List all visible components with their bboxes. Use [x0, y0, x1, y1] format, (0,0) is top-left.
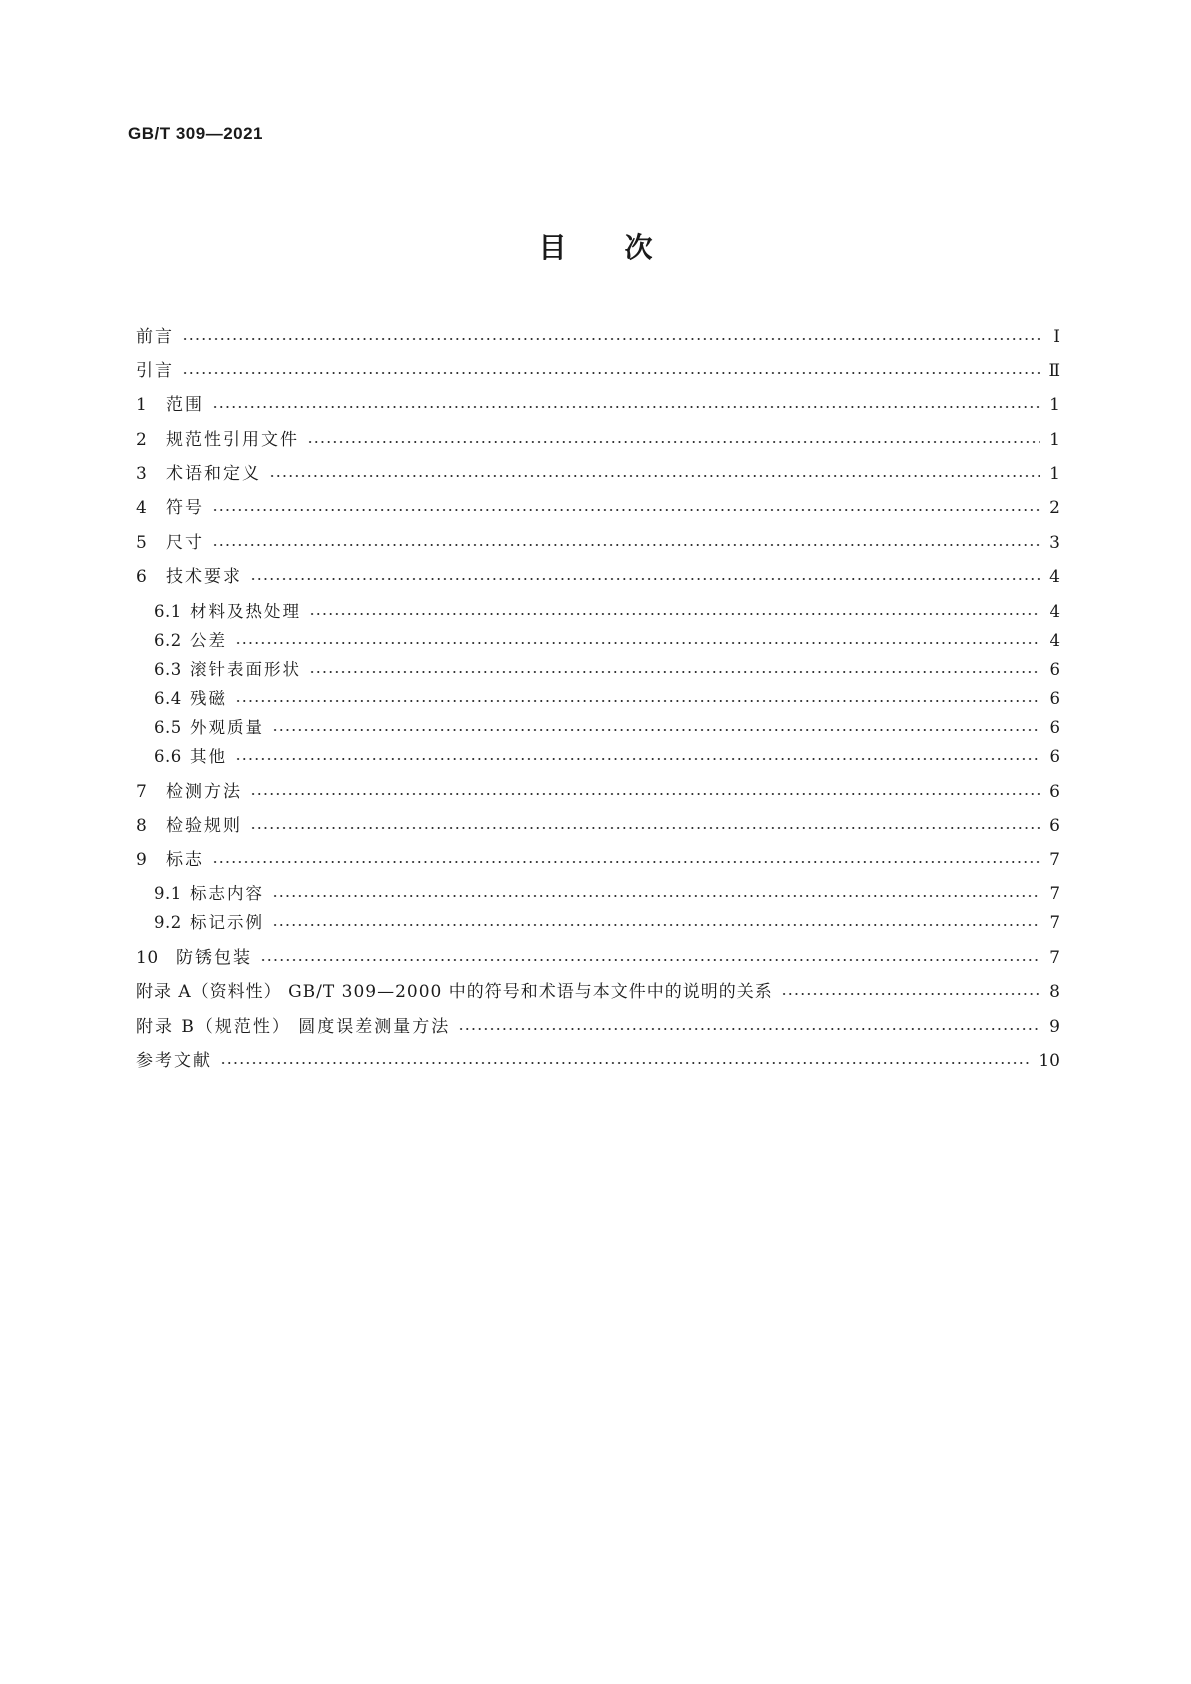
- standard-code: GB/T 309—2021: [128, 124, 264, 143]
- dot-leader: [272, 895, 1040, 897]
- toc-entry-page: 1: [1049, 430, 1060, 450]
- toc-entry-label: 材料及热处理: [190, 602, 301, 621]
- page-title: 目次: [538, 231, 711, 264]
- toc-entry[interactable]: [136, 628, 1060, 654]
- toc-entry[interactable]: [136, 530, 1060, 556]
- toc-entry-label: 滚针表面形状: [190, 660, 301, 679]
- toc-entry-label: 残磁: [190, 689, 227, 708]
- toc-entry[interactable]: [136, 686, 1060, 712]
- toc-entry-page: 7: [1049, 948, 1060, 968]
- dot-leader: [269, 475, 1040, 477]
- dot-leader: [781, 993, 1040, 995]
- toc-entry-page: 6: [1049, 747, 1060, 766]
- toc-entry-page: 4: [1049, 602, 1060, 621]
- dot-leader: [250, 578, 1040, 580]
- toc-entry-page: Ⅰ: [1053, 327, 1060, 347]
- toc-entry-page: 7: [1049, 850, 1060, 870]
- toc-entry-page: 2: [1049, 498, 1060, 518]
- toc-entry-number: 6: [136, 567, 148, 587]
- toc-entry-label: 术语和定义: [166, 464, 261, 484]
- toc-entry-label: 引言: [136, 361, 174, 381]
- toc-entry-number: 9.2: [154, 913, 182, 932]
- toc-entry-page: 6: [1049, 660, 1060, 679]
- toc-entry-number: 6.3: [154, 660, 182, 679]
- toc-entry-number: 8: [136, 816, 148, 836]
- toc-entry[interactable]: [136, 945, 1060, 971]
- toc-entry-number: 9: [136, 850, 148, 870]
- toc-entry-number: 6.2: [154, 631, 182, 650]
- toc-entry-label: 其他: [190, 747, 227, 766]
- toc-entry-page: 7: [1049, 884, 1060, 903]
- dot-leader: [182, 372, 1040, 374]
- toc-entry-number: 6.4: [154, 689, 182, 708]
- dot-leader: [212, 861, 1040, 863]
- toc-entry-number: 4: [136, 498, 148, 518]
- toc-entry-number: 3: [136, 464, 148, 484]
- toc-entry[interactable]: [136, 813, 1060, 839]
- dot-leader: [307, 441, 1040, 443]
- toc-entry[interactable]: [136, 495, 1060, 521]
- dot-leader: [212, 544, 1040, 546]
- toc-entry-page: 1: [1049, 464, 1060, 484]
- dot-leader: [220, 1062, 1030, 1064]
- toc-entry-page: 1: [1049, 395, 1060, 415]
- toc-entry-number: 6.5: [154, 718, 182, 737]
- dot-leader: [182, 338, 1040, 340]
- toc-entry-page: 8: [1049, 982, 1060, 1002]
- toc-entry[interactable]: [136, 1048, 1060, 1074]
- dot-leader: [212, 406, 1040, 408]
- dot-leader: [212, 509, 1040, 511]
- toc-entry-page: 6: [1049, 816, 1060, 836]
- toc-entry[interactable]: [136, 657, 1060, 683]
- toc-entry-page: 6: [1049, 689, 1060, 708]
- toc-entry[interactable]: [136, 979, 1060, 1005]
- toc-entry-page: 6: [1049, 718, 1060, 737]
- toc-entry-number: 10: [136, 948, 159, 968]
- toc-entry-page: 9: [1049, 1017, 1060, 1037]
- toc-entry-label: 标志内容: [190, 884, 264, 903]
- dot-leader: [458, 1028, 1040, 1030]
- toc-entry[interactable]: [136, 599, 1060, 625]
- toc-entry-page: 4: [1049, 567, 1060, 587]
- toc-entry[interactable]: [136, 427, 1060, 453]
- toc-entry[interactable]: [136, 910, 1060, 936]
- dot-leader: [250, 827, 1040, 829]
- toc-entry[interactable]: [136, 881, 1060, 907]
- toc-entry-page: 10: [1038, 1051, 1060, 1071]
- dot-leader: [309, 613, 1040, 615]
- toc-entry-number: 1: [136, 395, 148, 415]
- toc-entry-page: 4: [1049, 631, 1060, 650]
- toc-entry-label: 防锈包装: [176, 948, 252, 968]
- toc-entry-label: 参考文献: [136, 1051, 212, 1071]
- toc-entry-number: 9.1: [154, 884, 182, 903]
- dot-leader: [235, 758, 1040, 760]
- toc-entry[interactable]: [136, 564, 1060, 590]
- toc-entry-label: 附录 A（资料性） GB/T 309—2000 中的符号和术语与本文件中的说明的关系: [136, 982, 773, 1002]
- toc-entry-label: 检验规则: [166, 816, 242, 836]
- toc-entry-label: 范围: [166, 395, 204, 415]
- toc-entry-label: 符号: [166, 498, 204, 518]
- dot-leader: [272, 729, 1040, 731]
- toc-entry-label: 规范性引用文件: [166, 430, 299, 450]
- toc-entry-label: 附录 B（规范性） 圆度误差测量方法: [136, 1017, 451, 1037]
- toc-entry-number: 6.6: [154, 747, 182, 766]
- toc-entry-label: 标记示例: [190, 913, 264, 932]
- toc-entry-label: 外观质量: [190, 718, 264, 737]
- toc-entry-page: 6: [1049, 782, 1060, 802]
- toc-entry-label: 技术要求: [166, 567, 242, 587]
- toc-entry-label: 前言: [136, 327, 174, 347]
- toc-entry[interactable]: [136, 1014, 1060, 1040]
- toc-entry[interactable]: [136, 779, 1060, 805]
- dot-leader: [272, 924, 1040, 926]
- toc-entry-label: 检测方法: [166, 782, 242, 802]
- dot-leader: [235, 642, 1040, 644]
- toc-entry-label: 标志: [166, 850, 204, 870]
- toc-entry-number: 5: [136, 533, 148, 553]
- toc-entry-label: 公差: [190, 631, 227, 650]
- toc-entry-page: 3: [1049, 533, 1060, 553]
- toc-entry[interactable]: [136, 715, 1060, 741]
- dot-leader: [235, 700, 1040, 702]
- toc-entry[interactable]: [136, 461, 1060, 487]
- toc-entry-page: 7: [1049, 913, 1060, 932]
- toc-entry-number: 7: [136, 782, 148, 802]
- toc-entry[interactable]: [136, 392, 1060, 418]
- toc-entry-number: 2: [136, 430, 148, 450]
- toc-entry-label: 尺寸: [166, 533, 204, 553]
- toc-entry[interactable]: [136, 744, 1060, 770]
- toc-entry-number: 6.1: [154, 602, 182, 621]
- dot-leader: [309, 671, 1040, 673]
- toc-entry-page: Ⅱ: [1048, 361, 1060, 381]
- dot-leader: [250, 793, 1040, 795]
- toc-entry[interactable]: [136, 847, 1060, 873]
- toc-entry[interactable]: [136, 358, 1060, 384]
- toc-entry[interactable]: [136, 324, 1060, 350]
- dot-leader: [260, 959, 1040, 961]
